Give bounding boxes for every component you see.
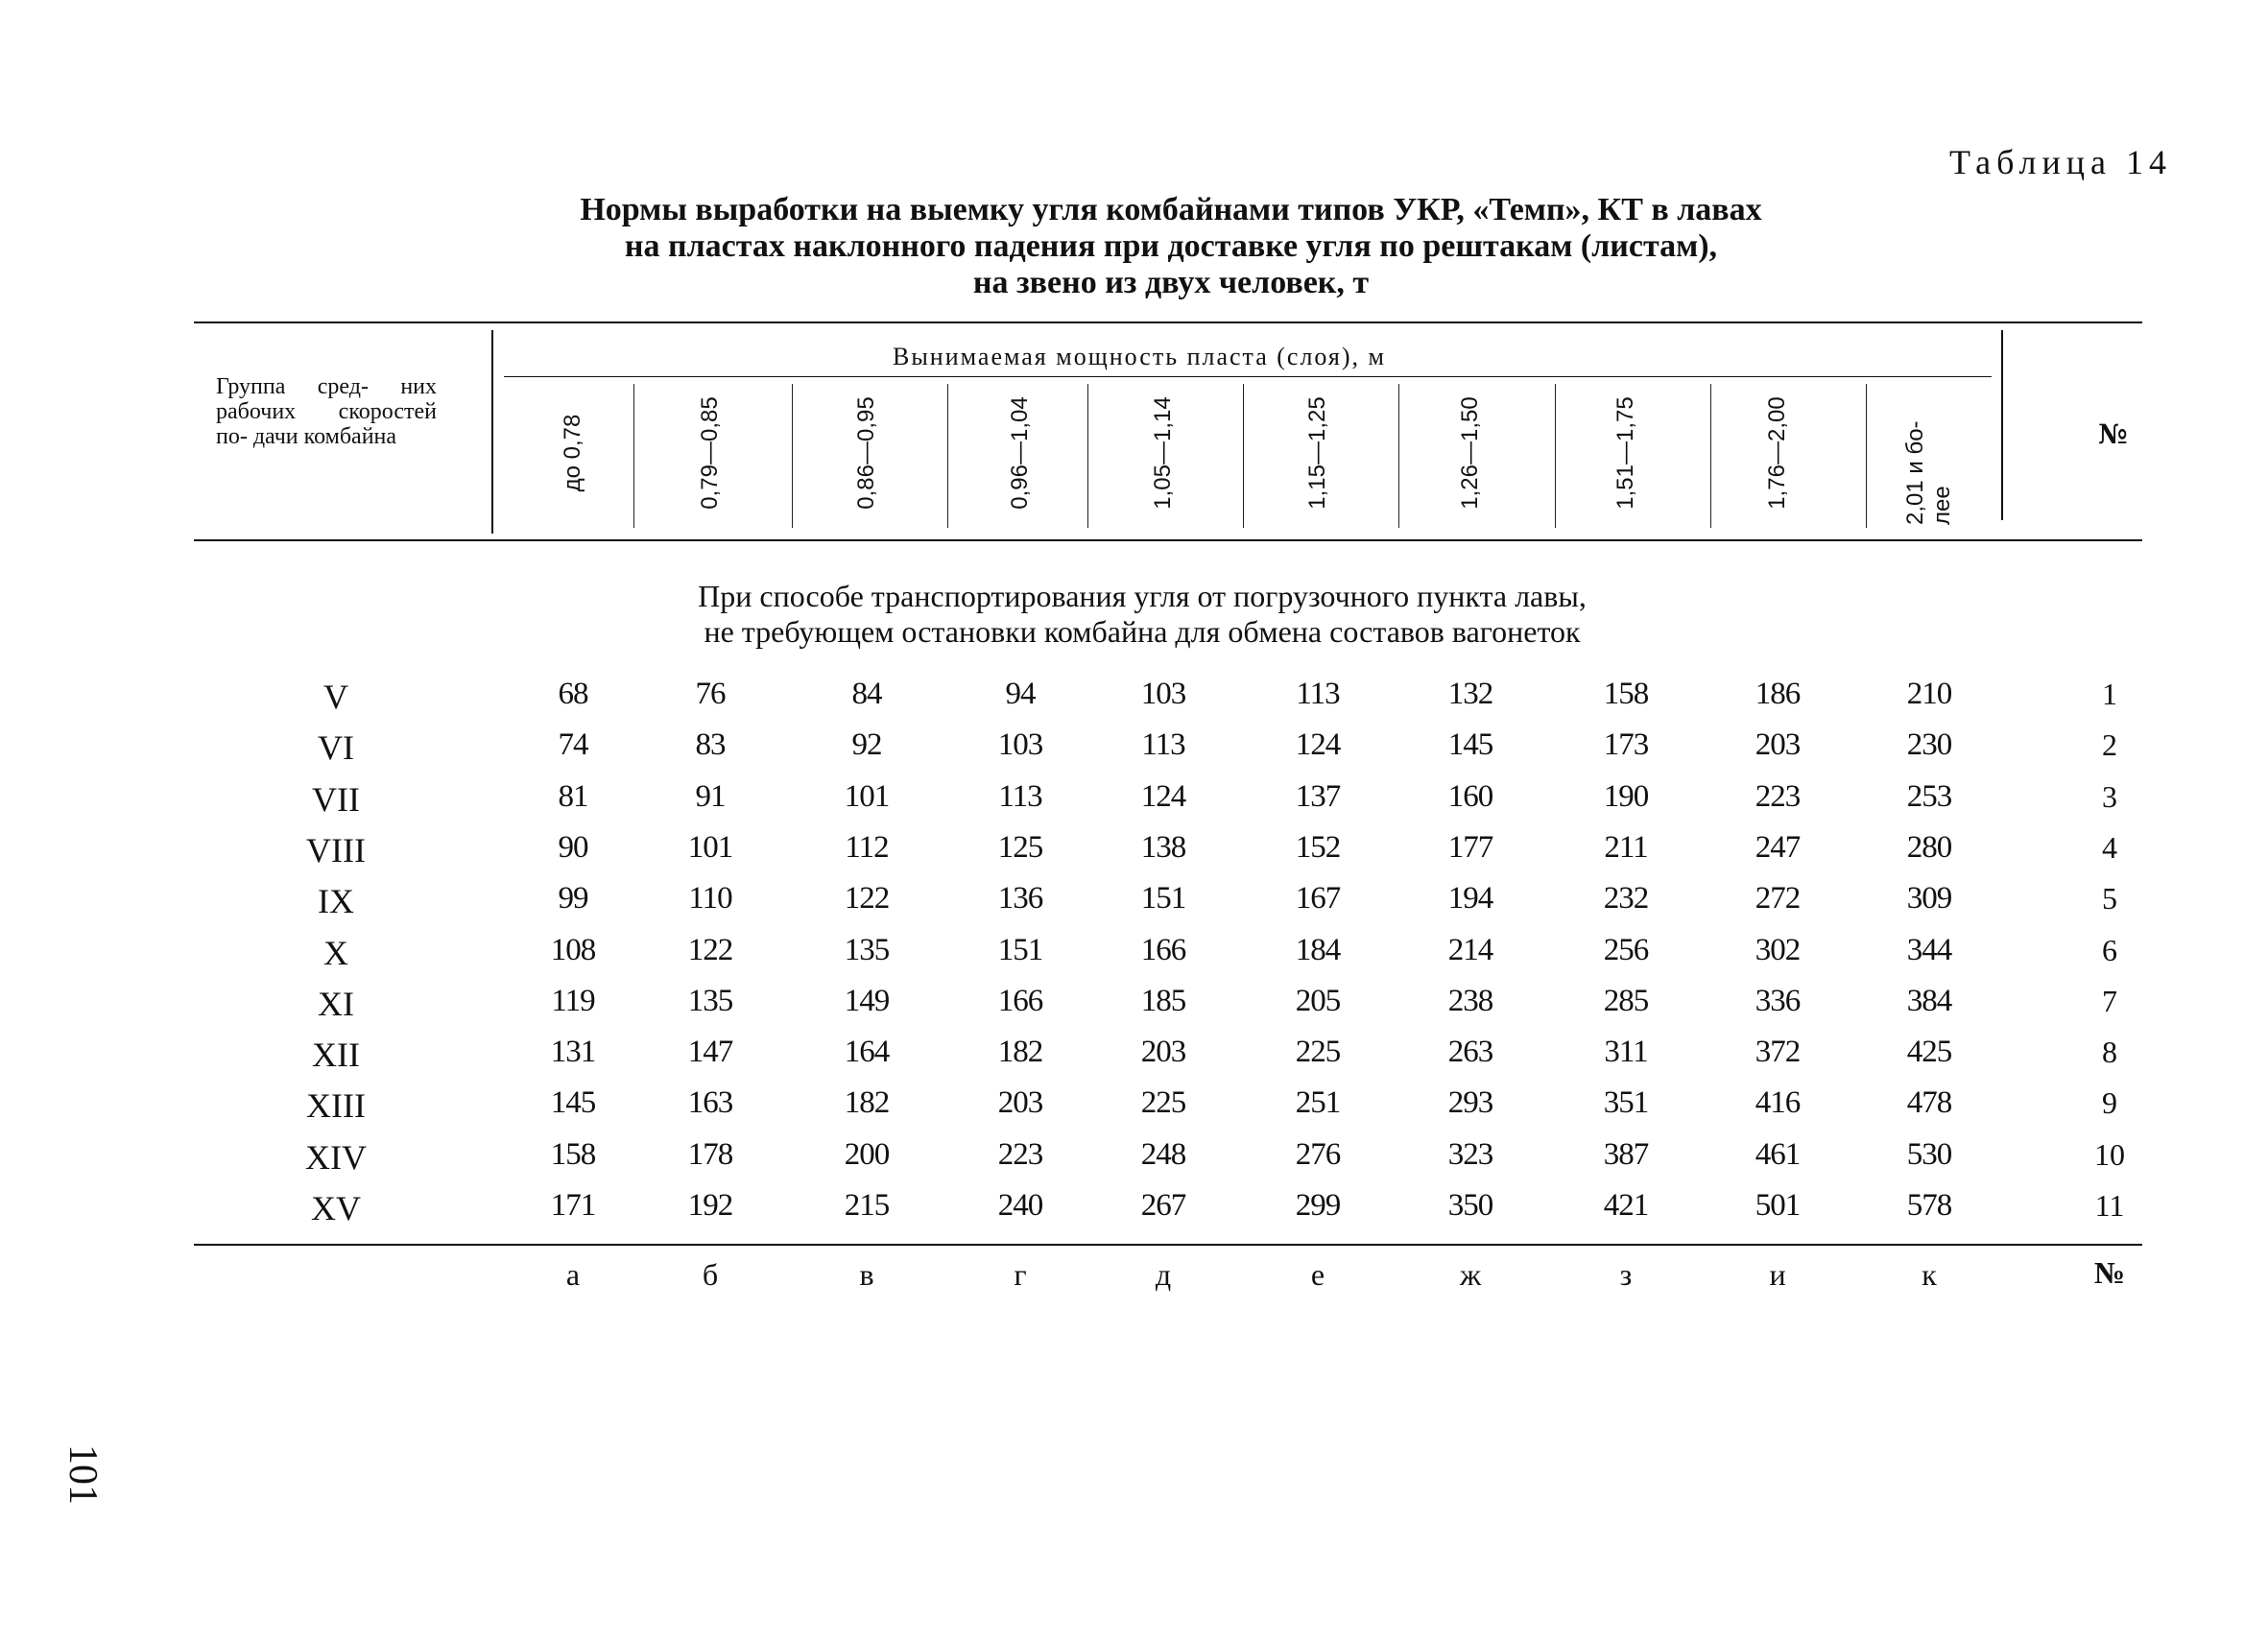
table-cell: 103 — [997, 727, 1043, 762]
table-cell: 136 — [997, 881, 1043, 916]
table-cell: 263 — [1447, 1035, 1493, 1069]
table-cell: 101 — [844, 779, 890, 814]
column-letter: а — [565, 1257, 581, 1292]
section-line-2: не требующем остановки комбайна для обмена составов вагонеток — [704, 614, 1581, 649]
table-cell: 125 — [997, 830, 1043, 865]
thickness-divider — [1087, 384, 1088, 528]
table-cell: 240 — [997, 1188, 1043, 1223]
thickness-divider — [1555, 384, 1556, 528]
table-cell: 68 — [558, 677, 588, 711]
table-cell: 267 — [1140, 1188, 1186, 1223]
thickness-header-5: 1,05—1,14 — [1150, 396, 1176, 510]
row-number: 4 — [2102, 830, 2117, 865]
column-letter: з — [1619, 1257, 1633, 1292]
table-cell: 135 — [687, 984, 733, 1018]
table-cell: 225 — [1140, 1085, 1186, 1120]
table-cell: 203 — [1755, 727, 1801, 762]
table-cell: 163 — [687, 1085, 733, 1120]
table-cell: 211 — [1604, 830, 1648, 865]
row-group-label: XI — [318, 985, 354, 1023]
row-group-label: X — [323, 934, 348, 972]
table-label: Таблица 14 — [1949, 143, 2172, 181]
row-number: 8 — [2102, 1035, 2117, 1069]
table-cell: 425 — [1906, 1035, 1952, 1069]
title-line-1: Нормы выработки на выемку угля комбайнами типов УКР, «Темп», КТ в лавах — [580, 192, 1762, 227]
table-cell: 232 — [1603, 881, 1649, 916]
table-cell: 280 — [1906, 830, 1952, 865]
table-cell: 247 — [1755, 830, 1801, 865]
table-cell: 387 — [1603, 1137, 1649, 1172]
table-cell: 124 — [1295, 727, 1341, 762]
table-cell: 185 — [1140, 984, 1186, 1018]
table-cell: 190 — [1603, 779, 1649, 814]
thickness-header-9: 1,76—2,00 — [1764, 396, 1790, 510]
table-cell: 178 — [687, 1137, 733, 1172]
row-number: 1 — [2102, 677, 2117, 711]
table-cell: 122 — [844, 881, 890, 916]
table-cell: 158 — [1603, 677, 1649, 711]
table-cell: 215 — [844, 1188, 890, 1223]
table-cell: 91 — [695, 779, 726, 814]
table-cell: 203 — [1140, 1035, 1186, 1069]
table-cell: 309 — [1906, 881, 1952, 916]
table-cell: 421 — [1603, 1188, 1649, 1223]
row-number: 7 — [2102, 984, 2117, 1018]
thickness-header-1: до 0,78 — [560, 414, 585, 492]
table-cell: 113 — [1141, 727, 1185, 762]
thickness-span-header: Вынимаемая мощность пласта (слоя), м — [893, 343, 1386, 370]
table-cell: 166 — [997, 984, 1043, 1018]
section-line-1: При способе транспортирования угля от погрузочного пункта лавы, — [698, 579, 1587, 613]
thickness-header-6: 1,15—1,25 — [1304, 396, 1330, 510]
section-heading — [461, 579, 1824, 650]
table-cell: 92 — [851, 727, 882, 762]
thickness-header-4: 0,96—1,04 — [1007, 396, 1033, 510]
table-cell: 182 — [997, 1035, 1043, 1069]
table-cell: 372 — [1755, 1035, 1801, 1069]
thickness-divider — [1710, 384, 1711, 528]
column-letter: к — [1922, 1257, 1937, 1292]
table-cell: 461 — [1755, 1137, 1801, 1172]
thickness-header-7: 1,26—1,50 — [1457, 396, 1483, 510]
title-line-3: на звено из двух человек, т — [972, 265, 1370, 300]
table-cell: 311 — [1604, 1035, 1648, 1069]
table-cell: 99 — [558, 881, 588, 916]
thickness-header-2: 0,79—0,85 — [697, 396, 723, 510]
table-top-rule — [194, 321, 2142, 323]
table-cell: 225 — [1295, 1035, 1341, 1069]
row-group-label: XV — [311, 1189, 361, 1227]
table-cell: 230 — [1906, 727, 1952, 762]
table-cell: 173 — [1603, 727, 1649, 762]
table-cell: 84 — [851, 677, 882, 711]
table-cell: 299 — [1295, 1188, 1341, 1223]
row-group-label: XIII — [306, 1086, 366, 1125]
table-cell: 119 — [551, 984, 595, 1018]
table-cell: 384 — [1906, 984, 1952, 1018]
table-cell: 145 — [550, 1085, 596, 1120]
thickness-divider — [633, 384, 634, 528]
table-cell: 147 — [687, 1035, 733, 1069]
table-cell: 501 — [1755, 1188, 1801, 1223]
table-cell: 238 — [1447, 984, 1493, 1018]
table-cell: 223 — [997, 1137, 1043, 1172]
table-cell: 138 — [1140, 830, 1186, 865]
table-cell: 83 — [695, 727, 726, 762]
thickness-divider — [792, 384, 793, 528]
table-cell: 149 — [844, 984, 890, 1018]
thickness-header-10: 2,01 и бо- лее — [1902, 420, 1955, 525]
table-cell: 184 — [1295, 933, 1341, 967]
span-header-underline — [504, 376, 1992, 377]
table-cell: 94 — [1005, 677, 1036, 711]
table-cell: 167 — [1295, 881, 1341, 916]
table-cell: 350 — [1447, 1188, 1493, 1223]
table-cell: 137 — [1295, 779, 1341, 814]
table-cell: 158 — [550, 1137, 596, 1172]
table-cell: 177 — [1447, 830, 1493, 865]
table-cell: 76 — [695, 677, 726, 711]
row-group-label: VIII — [306, 831, 366, 869]
column-letter: д — [1155, 1257, 1172, 1292]
table-cell: 205 — [1295, 984, 1341, 1018]
table-cell: 200 — [844, 1137, 890, 1172]
table-cell: 131 — [550, 1035, 596, 1069]
table-cell: 293 — [1447, 1085, 1493, 1120]
row-group-label: IX — [318, 882, 354, 920]
table-cell: 171 — [550, 1188, 596, 1223]
table-cell: 145 — [1447, 727, 1493, 762]
table-cell: 285 — [1603, 984, 1649, 1018]
table-cell: 113 — [1296, 677, 1340, 711]
row-number: 10 — [2094, 1137, 2125, 1172]
table-cell: 103 — [1140, 677, 1186, 711]
table-cell: 166 — [1140, 933, 1186, 967]
row-group-label: VI — [318, 728, 354, 767]
title-line-2: на пластах наклонного падения при доставке угля по рештакам (листам), — [624, 228, 1718, 264]
table-cell: 122 — [687, 933, 733, 967]
column-letter: б — [702, 1257, 719, 1292]
table-title — [403, 192, 1939, 301]
table-cell: 351 — [1603, 1085, 1649, 1120]
row-group-label: XIV — [305, 1138, 367, 1177]
table-cell: 160 — [1447, 779, 1493, 814]
thickness-divider — [1243, 384, 1244, 528]
table-cell: 276 — [1295, 1137, 1341, 1172]
table-cell: 223 — [1755, 779, 1801, 814]
table-cell: 323 — [1447, 1137, 1493, 1172]
table-cell: 248 — [1140, 1137, 1186, 1172]
thickness-divider — [1866, 384, 1867, 528]
table-cell: 186 — [1755, 677, 1801, 711]
table-cell: 344 — [1906, 933, 1952, 967]
table-cell: 135 — [844, 933, 890, 967]
group-column-header: Группа сред- них рабочих скоростей по- дачи комбайна — [216, 374, 437, 449]
thickness-header-3: 0,86—0,95 — [853, 396, 879, 510]
table-cell: 416 — [1755, 1085, 1801, 1120]
table-cell: 151 — [1140, 881, 1186, 916]
table-cell: 151 — [997, 933, 1043, 967]
table-cell: 164 — [844, 1035, 890, 1069]
footer-number-label: № — [2093, 1255, 2126, 1290]
column-letter: г — [1014, 1257, 1027, 1292]
column-letter: ж — [1459, 1257, 1482, 1292]
row-number: 3 — [2102, 779, 2117, 814]
row-number: 11 — [2094, 1188, 2125, 1223]
table-cell: 194 — [1447, 881, 1493, 916]
table-bottom-rule — [194, 1244, 2142, 1246]
table-cell: 253 — [1906, 779, 1952, 814]
table-cell: 124 — [1140, 779, 1186, 814]
table-cell: 214 — [1447, 933, 1493, 967]
table-cell: 302 — [1755, 933, 1801, 967]
row-group-label: VII — [312, 780, 360, 819]
table-cell: 182 — [844, 1085, 890, 1120]
row-group-label: V — [323, 678, 348, 716]
table-cell: 192 — [687, 1188, 733, 1223]
table-cell: 112 — [845, 830, 889, 865]
table-cell: 251 — [1295, 1085, 1341, 1120]
thickness-divider — [947, 384, 948, 528]
table-cell: 578 — [1906, 1188, 1952, 1223]
table-cell: 90 — [558, 830, 588, 865]
table-cell: 132 — [1447, 677, 1493, 711]
table-cell: 101 — [687, 830, 733, 865]
table-cell: 336 — [1755, 984, 1801, 1018]
thickness-divider — [1398, 384, 1399, 528]
table-cell: 256 — [1603, 933, 1649, 967]
column-letter: в — [859, 1257, 874, 1292]
table-cell: 110 — [688, 881, 732, 916]
number-column-divider — [2001, 330, 2003, 520]
group-column-divider — [491, 330, 493, 534]
table-cell: 210 — [1906, 677, 1952, 711]
table-cell: 530 — [1906, 1137, 1952, 1172]
table-cell: 272 — [1755, 881, 1801, 916]
number-column-header: № — [2098, 418, 2128, 450]
table-cell: 113 — [998, 779, 1042, 814]
row-group-label: XII — [312, 1036, 360, 1074]
table-cell: 203 — [997, 1085, 1043, 1120]
row-number: 5 — [2102, 881, 2117, 916]
table-cell: 478 — [1906, 1085, 1952, 1120]
table-cell: 108 — [550, 933, 596, 967]
thickness-header-8: 1,51—1,75 — [1612, 396, 1638, 510]
header-bottom-rule — [194, 539, 2142, 541]
column-letter: и — [1769, 1257, 1786, 1292]
row-number: 6 — [2102, 933, 2117, 967]
table-cell: 81 — [558, 779, 588, 814]
page-number: 101 — [60, 1444, 105, 1505]
row-number: 9 — [2102, 1085, 2117, 1120]
table-cell: 74 — [558, 727, 588, 762]
row-number: 2 — [2102, 727, 2117, 762]
table-cell: 152 — [1295, 830, 1341, 865]
column-letter: е — [1310, 1257, 1325, 1292]
